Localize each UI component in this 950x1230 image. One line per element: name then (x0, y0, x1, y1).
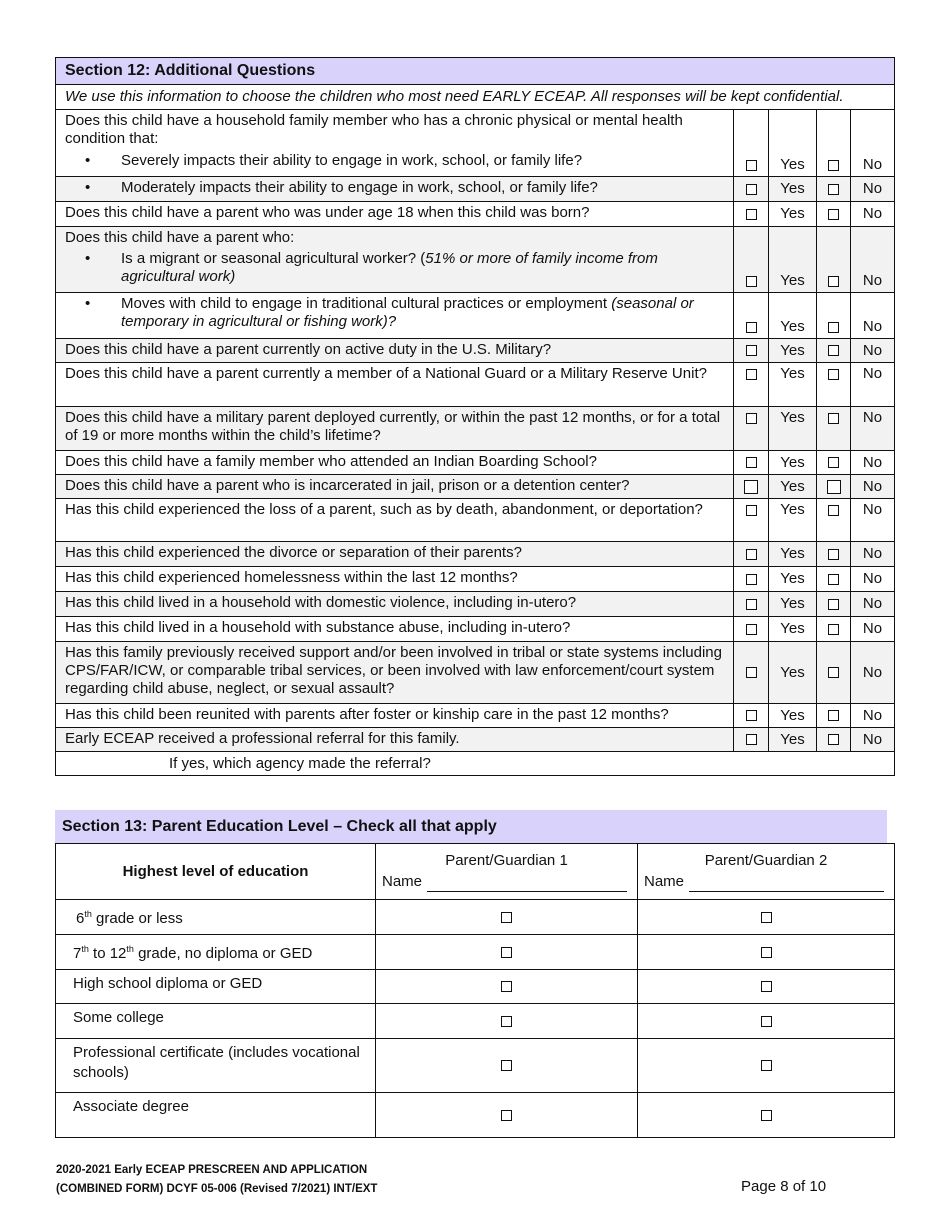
q2-no-checkbox[interactable] (828, 209, 839, 220)
q11-no-checkbox[interactable] (828, 574, 839, 585)
q14-yes-checkbox[interactable] (746, 667, 757, 678)
q13-no-checkbox[interactable] (828, 624, 839, 635)
q3b-yes-checkbox[interactable] (746, 322, 757, 333)
education-row-6th-grade: 6th grade or less (56, 900, 376, 935)
parent-1-name-label: Name (382, 873, 423, 890)
p1-associate-checkbox[interactable] (501, 1110, 512, 1121)
section-13-table (55, 843, 895, 1138)
parent-2-header (638, 844, 895, 900)
q7-yes-label: Yes (769, 451, 817, 475)
q2-no-label: No (851, 202, 895, 227)
p2-7th-12th-checkbox[interactable] (761, 947, 772, 958)
education-row-high-school: High school diploma or GED (56, 970, 376, 1004)
q6-no-checkbox[interactable] (828, 413, 839, 424)
q13-no-label: No (851, 617, 895, 642)
form-footer (56, 1161, 377, 1199)
footer-line-1: 2020-2021 Early ECEAP PRESCREEN AND APPLICATION (56, 1164, 368, 1176)
q8-yes-label: Yes (769, 475, 817, 499)
q9-no-label: No (851, 499, 895, 542)
question-7: Does this child have a family member who attended an Indian Boarding School? (56, 451, 734, 475)
q9-no-checkbox[interactable] (828, 505, 839, 516)
footer-line-2: (COMBINED FORM) DCYF 05-006 (Revised 7/2021) INT/EXT (56, 1183, 378, 1195)
p2-some-college-checkbox[interactable] (761, 1016, 772, 1027)
q13-yes-checkbox[interactable] (746, 624, 757, 635)
education-column-header: Highest level of education (56, 844, 376, 900)
question-15: Has this child been reunited with parents after foster or kinship care in the past 12 months? (56, 704, 734, 728)
q5-no-label: No (851, 363, 895, 407)
p1-6th-grade-checkbox[interactable] (501, 912, 512, 923)
parent-1-label: Parent/Guardian 1 (445, 852, 568, 869)
parent-2-name-input[interactable] (689, 876, 884, 892)
question-6: Does this child have a military parent deployed currently, or within the past 12 months, or for a total of 19 or more months within the child’s lifetime? (56, 407, 734, 451)
q1a-yes-checkbox[interactable] (746, 160, 757, 171)
q4-yes-label: Yes (769, 339, 817, 363)
q15-yes-checkbox[interactable] (746, 710, 757, 721)
question-16: Early ECEAP received a professional referral for this family. (56, 728, 734, 752)
p1-7th-12th-checkbox[interactable] (501, 947, 512, 958)
q3b-no-label: No (851, 293, 895, 339)
page-number: Page 8 of 10 (741, 1178, 827, 1195)
q5-yes-label: Yes (769, 363, 817, 407)
q4-yes-checkbox[interactable] (746, 345, 757, 356)
question-1-lead: Does this child have a household family member who has a chronic physical or mental health condition that: (65, 112, 683, 147)
question-1b: Moderately impacts their ability to engage in work, school, or family life? (121, 179, 598, 196)
q4-no-checkbox[interactable] (828, 345, 839, 356)
q3a-yes-label: Yes (769, 227, 817, 293)
q5-yes-checkbox[interactable] (746, 369, 757, 380)
question-1 (56, 110, 734, 177)
question-1a: Severely impacts their ability to engage in work, school, or family life? (121, 152, 583, 169)
q1a-no-label: No (851, 110, 895, 177)
question-13: Has this child lived in a household with substance abuse, including in-utero? (56, 617, 734, 642)
q9-yes-checkbox[interactable] (746, 505, 757, 516)
p1-high-school-checkbox[interactable] (501, 981, 512, 992)
section-12-table (55, 57, 895, 776)
q8-no-label: No (851, 475, 895, 499)
q3a-yes-checkbox[interactable] (746, 276, 757, 287)
question-5: Does this child have a parent currently a member of a National Guard or a Military Reserve Unit? (56, 363, 734, 407)
parent-2-label: Parent/Guardian 2 (704, 852, 828, 869)
parent-1-header (376, 844, 638, 900)
section-12-intro: We use this information to choose the children who most need EARLY ECEAP. All responses will be kept confidential. (56, 85, 895, 110)
q3b-yes-label: Yes (769, 293, 817, 339)
question-9: Has this child experienced the loss of a parent, such as by death, abandonment, or deportation? (56, 499, 734, 542)
q1b-no-label: No (851, 177, 895, 202)
q15-yes-label: Yes (769, 704, 817, 728)
bullet-icon: • (85, 295, 91, 312)
education-row-some-college: Some college (56, 1004, 376, 1039)
question-12: Has this child lived in a household with domestic violence, including in-utero? (56, 592, 734, 617)
p2-high-school-checkbox[interactable] (761, 981, 772, 992)
q3a-no-label: No (851, 227, 895, 293)
education-row-associate-degree: Associate degree (56, 1093, 376, 1138)
question-8: Does this child have a parent who is incarcerated in jail, prison or a detention center? (56, 475, 734, 499)
q12-yes-label: Yes (769, 592, 817, 617)
bullet-icon: • (85, 250, 91, 267)
referral-agency-field[interactable] (56, 752, 895, 776)
section-13-title: Section 13: Parent Education Level – Check all that apply (55, 810, 887, 843)
q16-no-checkbox[interactable] (828, 734, 839, 745)
p2-certificate-checkbox[interactable] (761, 1060, 772, 1071)
q12-yes-checkbox[interactable] (746, 599, 757, 610)
q8-no-checkbox[interactable] (827, 480, 841, 494)
q14-no-label: No (851, 642, 895, 704)
q11-no-label: No (851, 567, 895, 592)
question-2: Does this child have a parent who was under age 18 when this child was born? (56, 202, 734, 227)
p2-6th-grade-checkbox[interactable] (761, 912, 772, 923)
q3a-no-checkbox[interactable] (828, 276, 839, 287)
question-4: Does this child have a parent currently on active duty in the U.S. Military? (56, 339, 734, 363)
q12-no-checkbox[interactable] (828, 599, 839, 610)
q6-no-label: No (851, 407, 895, 451)
question-11: Has this child experienced homelessness within the last 12 months? (56, 567, 734, 592)
q16-yes-checkbox[interactable] (746, 734, 757, 745)
education-row-7th-12th: 7th to 12th grade, no diploma or GED (56, 935, 376, 970)
education-row-professional-certificate: Professional certificate (includes vocational schools) (56, 1039, 376, 1093)
p1-some-college-checkbox[interactable] (501, 1016, 512, 1027)
q1b-yes-checkbox[interactable] (746, 184, 757, 195)
parent-1-name-input[interactable] (427, 876, 627, 892)
q16-no-label: No (851, 728, 895, 752)
p1-certificate-checkbox[interactable] (501, 1060, 512, 1071)
question-10: Has this child experienced the divorce or separation of their parents? (56, 542, 734, 567)
q10-no-label: No (851, 542, 895, 567)
q10-yes-checkbox[interactable] (746, 549, 757, 560)
q16-yes-label: Yes (769, 728, 817, 752)
q7-no-label: No (851, 451, 895, 475)
q15-no-checkbox[interactable] (828, 710, 839, 721)
q1b-no-checkbox[interactable] (828, 184, 839, 195)
question-14: Has this family previously received support and/or been involved in tribal or state systems including CPS/FAR/ICW, or comparable tribal services, or been involved with law enforcement/court system regarding child abuse, neglect, or sexual assault? (56, 642, 734, 704)
q7-no-checkbox[interactable] (828, 457, 839, 468)
question-3b: Moves with child to engage in traditional cultural practices or employment (seasonal or temporary in agricultural or fishing work)? (121, 295, 694, 330)
q1a-yes-label: Yes (769, 110, 817, 177)
q2-yes-checkbox[interactable] (746, 209, 757, 220)
bullet-icon: • (85, 179, 91, 196)
q1a-no-checkbox[interactable] (828, 160, 839, 171)
q12-no-label: No (851, 592, 895, 617)
question-3a: Is a migrant or seasonal agricultural worker? (51% or more of family income from agricultural work) (121, 250, 658, 285)
q15-no-label: No (851, 704, 895, 728)
q9-yes-label: Yes (769, 499, 817, 542)
q13-yes-label: Yes (769, 617, 817, 642)
q14-yes-label: Yes (769, 642, 817, 704)
parent-2-name-label: Name (644, 873, 685, 890)
q5-no-checkbox[interactable] (828, 369, 839, 380)
q10-no-checkbox[interactable] (828, 549, 839, 560)
q10-yes-label: Yes (769, 542, 817, 567)
q3b-no-checkbox[interactable] (828, 322, 839, 333)
q1b-yes-label: Yes (769, 177, 817, 202)
q14-no-checkbox[interactable] (828, 667, 839, 678)
question-3-lead: Does this child have a parent who: (65, 229, 295, 246)
referral-agency-label: If yes, which agency made the referral? (169, 754, 431, 772)
q11-yes-checkbox[interactable] (746, 574, 757, 585)
p2-associate-checkbox[interactable] (761, 1110, 772, 1121)
bullet-icon: • (85, 152, 91, 169)
q7-yes-checkbox[interactable] (746, 457, 757, 468)
q2-yes-label: Yes (769, 202, 817, 227)
section-12-title: Section 12: Additional Questions (56, 58, 895, 85)
q4-no-label: No (851, 339, 895, 363)
q11-yes-label: Yes (769, 567, 817, 592)
q8-yes-checkbox[interactable] (744, 480, 758, 494)
q6-yes-label: Yes (769, 407, 817, 451)
q6-yes-checkbox[interactable] (746, 413, 757, 424)
